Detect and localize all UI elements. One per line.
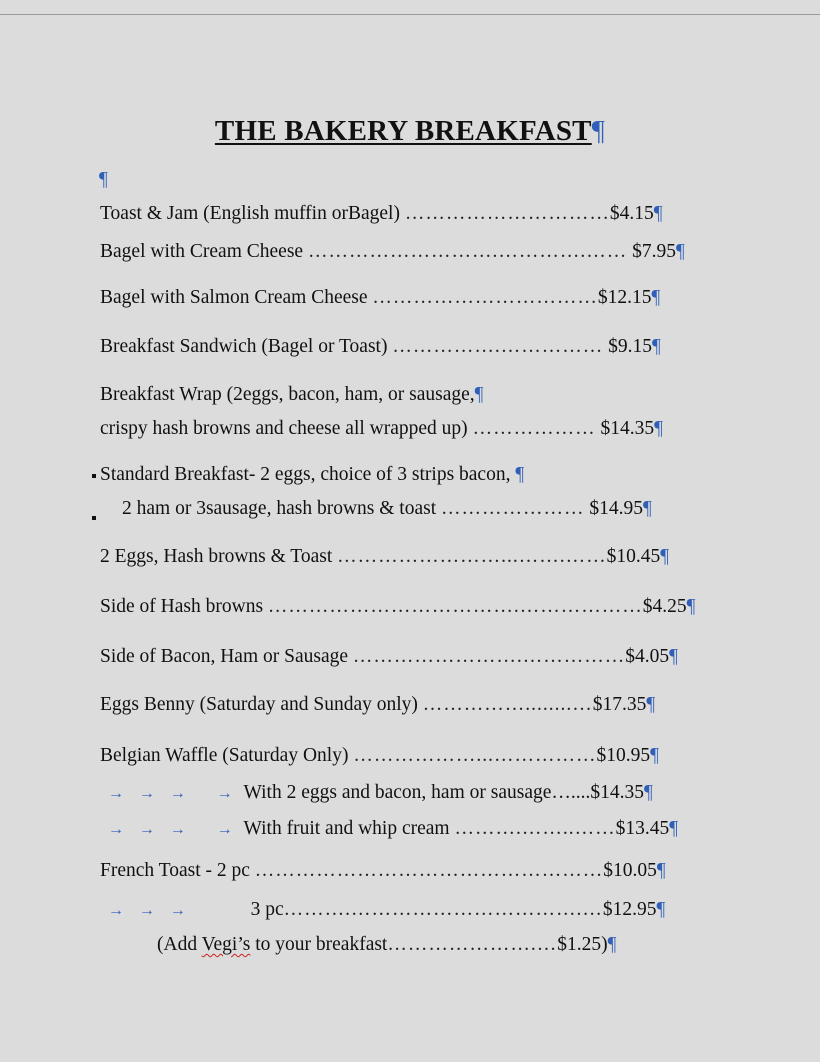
tab-arrow-icon: → [169,821,186,838]
item-price: $10.45 [606,546,661,567]
pilcrow-mark: ¶ [607,934,617,955]
item-name: Bagel with Cream Cheese [100,241,304,262]
pilcrow-mark: ¶ [651,336,661,357]
tab-arrow-icon: → [138,785,155,802]
dot-leader: ………………………… [404,203,610,224]
tab-arrow-icon: → [138,902,155,919]
pilcrow-mark: ¶ [474,384,484,405]
dot-leader: ……………… [472,418,596,439]
menu-item [100,595,696,619]
title-text: THE BAKERY BREAKFAST [214,115,592,147]
item-name: 2 Eggs, Hash browns & Toast [100,546,333,567]
tab-arrow-icon: → [108,785,124,802]
menu-subitem [108,898,665,923]
item-name: Bagel with Salmon Cream Cheese [100,287,368,308]
pilcrow-mark: ¶ [646,694,656,715]
dot-leader: ……….…………………………….… [283,899,603,920]
menu-item [100,545,669,569]
item-price: $12.95 [602,899,657,920]
dot-leader: ……………………………….……………… [267,596,643,617]
dot-leader: …………….…………… [392,336,604,357]
pilcrow-mark: ¶ [656,860,666,881]
item-price: $12.15 [597,287,652,308]
pilcrow-mark: ¶ [675,241,685,262]
menu-item-line1 [100,463,524,487]
menu-item [100,859,666,883]
item-name: Side of Bacon, Ham or Sausage [100,646,349,667]
item-name: French Toast - 2 pc [100,860,250,881]
dot-leader: …………………………………………… [254,860,604,881]
item-price: $4.25 [642,596,687,617]
item-name: Breakfast Wrap (2eggs, bacon, ham, or sausage, [100,384,475,405]
item-name: 3 pc [250,899,284,920]
page-title [0,115,820,148]
item-name: With fruit and whip cream [243,818,450,839]
pilcrow-mark: ¶ [660,546,670,567]
item-price: $4.15 [609,203,654,224]
item-name-cont: 2 ham or 3sausage, hash browns & toast [122,498,437,519]
item-name-cont: crispy hash browns and cheese all wrapped up) [100,418,468,439]
pilcrow-mark: ¶ [650,745,659,766]
item-price: $17.35 [592,694,647,715]
pilcrow-mark: ¶ [644,782,653,803]
item-name: With 2 eggs and bacon, ham or sausage….... [243,782,591,803]
pilcrow-mark: ¶ [654,418,663,439]
tab-arrow-icon: → [138,821,155,838]
item-price: $7.95 [632,241,676,262]
item-price: $10.95 [596,745,651,766]
item-name: Toast & Jam (English muffin orBagel) [100,203,400,224]
menu-subitem [108,781,653,806]
paragraph-mark [92,474,96,478]
pilcrow-mark: ¶ [669,818,679,839]
tab-arrow-icon: → [216,821,233,838]
item-price: $14.35 [600,418,655,439]
menu-item [100,693,655,717]
pilcrow-mark: ¶ [653,203,663,224]
pilcrow-mark: ¶ [591,115,606,147]
tab-arrow-icon: → [108,902,124,919]
menu-item [100,335,661,359]
menu-item [100,240,685,264]
tab-arrow-icon: → [216,785,233,802]
pilcrow-mark: ¶ [686,596,696,617]
dot-leader: ……….……..…… [454,818,616,839]
item-price: $4.05 [625,646,670,667]
addon-prefix: (Add [157,934,202,955]
item-name: Eggs Benny (Saturday and Sunday only) [100,694,418,715]
dot-leader: ………………… [441,498,585,519]
dot-leader: ………………….… [387,934,558,955]
menu-item [100,645,678,669]
item-price: $9.15 [608,336,652,357]
menu-item-line2 [122,497,652,521]
paragraph-mark [92,516,96,520]
tab-arrow-icon: → [169,785,186,802]
menu-item [100,744,659,768]
addon-note [157,933,616,957]
tab-arrow-icon: → [108,821,124,838]
dot-leader: ……………........… [422,694,593,715]
menu-item-line1 [100,383,484,407]
dot-leader: ……………………...…….…… [337,546,607,567]
item-price: $13.45 [615,818,670,839]
pilcrow-mark: ¶ [651,287,661,308]
item-price: $14.35 [590,782,645,803]
item-name: Belgian Waffle (Saturday Only) [100,745,349,766]
menu-subitem [108,817,678,842]
addon-price: $1.25) [557,934,608,955]
dot-leader: ………………...…………… [353,745,597,766]
menu-item [100,202,663,226]
dot-leader: ……………………….………….…… [307,241,628,262]
pilcrow-mark: ¶ [643,498,652,519]
item-name: Side of Hash browns [100,596,264,617]
pilcrow-mark: ¶ [669,646,678,667]
menu-item [100,286,660,310]
item-name: Standard Breakfast- 2 eggs, choice of 3 strips bacon, [100,464,511,485]
item-price: $14.95 [589,498,643,519]
dot-leader: …………………….…………… [352,646,626,667]
pilcrow-mark: ¶ [515,464,525,485]
item-price: $10.05 [603,860,657,881]
dot-leader: …………………………… [372,287,598,308]
tab-arrow-icon: → [169,902,186,919]
empty-paragraph [99,168,108,192]
pilcrow-mark: ¶ [99,169,108,190]
addon-suffix: to your breakfast [250,934,388,955]
spelling-flag-word: Vegi’s [201,934,251,955]
menu-item-line2 [100,417,663,441]
item-name: Breakfast Sandwich (Bagel or Toast) [100,336,388,357]
pilcrow-mark: ¶ [656,899,666,920]
